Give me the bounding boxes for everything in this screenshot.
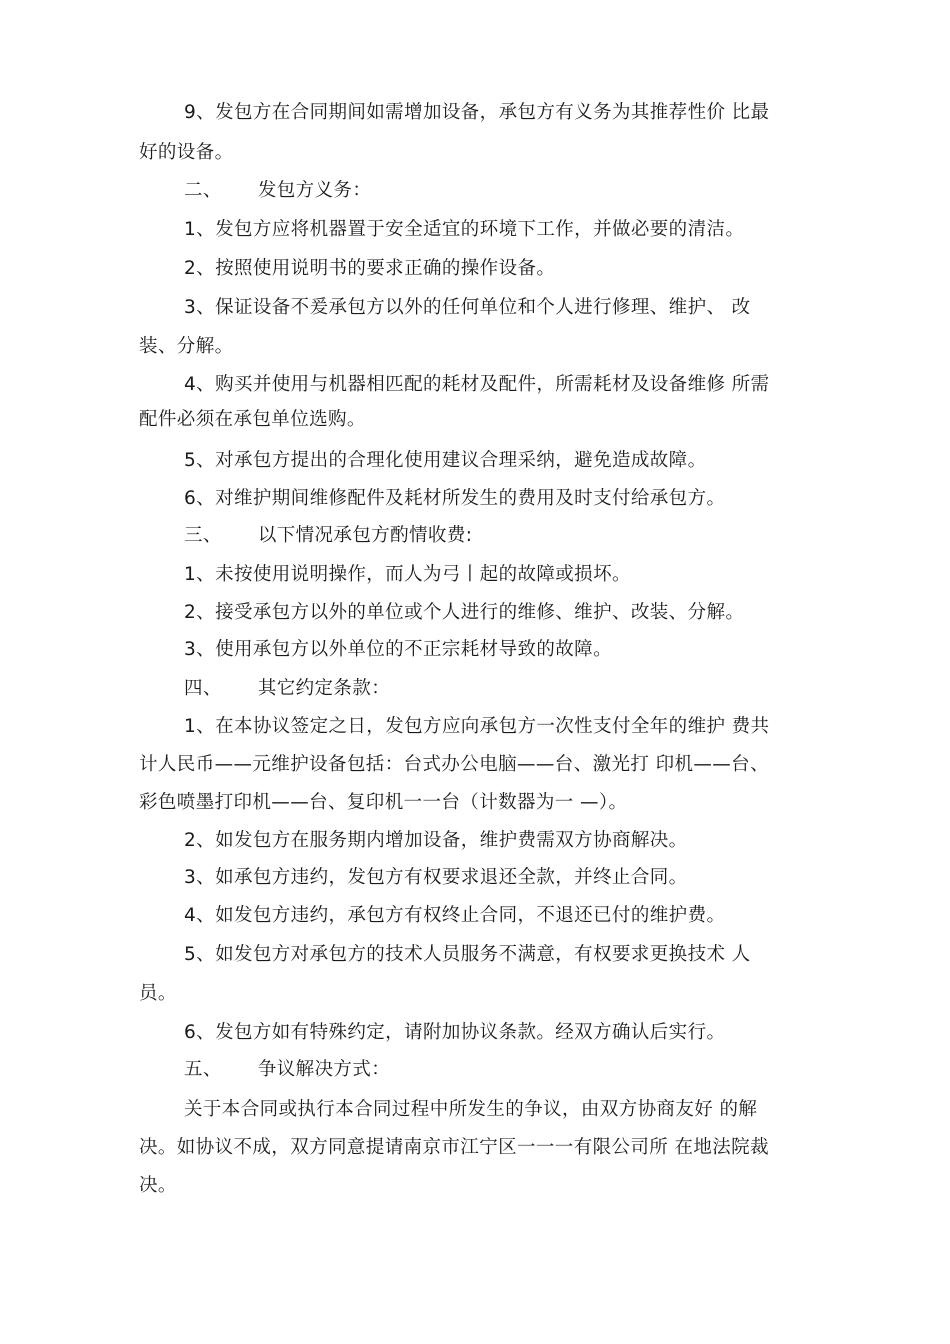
paragraph-line: 好的设备。 — [139, 142, 234, 163]
paragraph-line: 5、对承包方提出的合理化使用建议合理采纳，避免造成故障。 — [184, 450, 707, 471]
paragraph-line: 1、发包方应将机器置于安全适宜的环境下工作，并做必要的清洁。 — [184, 219, 745, 240]
paragraph-line: 决。如协议不成，双方同意提请南京市江宁区一一一有限公司所 在地法院裁 — [139, 1137, 769, 1158]
paragraph-line: 4、如发包方违约，承包方有权终止合同，不退还已付的维护费。 — [184, 905, 726, 926]
section-number: 五、 — [184, 1059, 222, 1080]
section-number: 二、 — [184, 180, 222, 201]
paragraph-line: 2、接受承包方以外的单位或个人进行的维修、维护、改装、分解。 — [184, 602, 745, 623]
paragraph-line: 员。 — [139, 983, 177, 1004]
paragraph-line: 3、使用承包方以外单位的不正宗耗材导致的故障。 — [184, 639, 612, 660]
paragraph-line: 4、购买并使用与机器相匹配的耗材及配件，所需耗材及设备维修 所需 — [184, 374, 770, 395]
paragraph-line: 2、如发包方在服务期内增加设备，维护费需双方协商解决。 — [184, 830, 688, 851]
section-heading — [184, 674, 390, 700]
section-title: 其它约定条款： — [257, 678, 391, 699]
paragraph-line: 决。 — [139, 1175, 177, 1196]
section-title: 争议解决方式： — [257, 1059, 391, 1080]
paragraph-line: 2、按照使用说明书的要求正确的操作设备。 — [184, 258, 556, 279]
section-number: 三、 — [184, 525, 222, 546]
section-heading — [184, 176, 371, 202]
paragraph-line: 配件必须在承包单位选购。 — [139, 409, 366, 430]
section-title: 发包方义务： — [257, 180, 372, 201]
section-heading — [184, 1055, 390, 1081]
paragraph-line: 5、如发包方对承包方的技术人员服务不满意，有权要求更换技术 人 — [184, 944, 751, 965]
paragraph-line: 1、在本协议签定之日，发包方应向承包方一次性支付全年的维护 费共 — [184, 716, 770, 737]
paragraph-line: 1、未按使用说明操作，而人为弓丨起的故障或损坏。 — [184, 564, 631, 585]
paragraph-line: 装、分解。 — [139, 336, 234, 357]
paragraph-line: 3、保证设备不爰承包方以外的任何单位和个人进行修理、维护、 改 — [184, 297, 751, 318]
paragraph-line: 关于本合同或执行本合同过程中所发生的争议，由双方协商友好 的解 — [184, 1099, 758, 1120]
section-number: 四、 — [184, 678, 222, 699]
paragraph-line: 彩色喷墨打印机——台、复印机一一台（计数器为一 —）。 — [139, 792, 628, 813]
section-heading — [184, 521, 472, 547]
paragraph-line: 9、发包方在合同期间如需增加设备，承包方有义务为其推荐性价 比最 — [184, 102, 770, 123]
paragraph-line: 3、如承包方违约，发包方有权要求退还全款，并终止合同。 — [184, 867, 688, 888]
paragraph-line: 6、对维护期间维修配件及耗材所发生的费用及时支付给承包方。 — [184, 488, 726, 509]
paragraph-line: 计人民币——元维护设备包括：台式办公电脑——台、激光打 印机——台、 — [139, 754, 769, 775]
section-title: 以下情况承包方酌情收费: — [257, 525, 473, 546]
paragraph-line: 6、发包方如有特殊约定，请附加协议条款。经双方确认后实行。 — [184, 1022, 726, 1043]
